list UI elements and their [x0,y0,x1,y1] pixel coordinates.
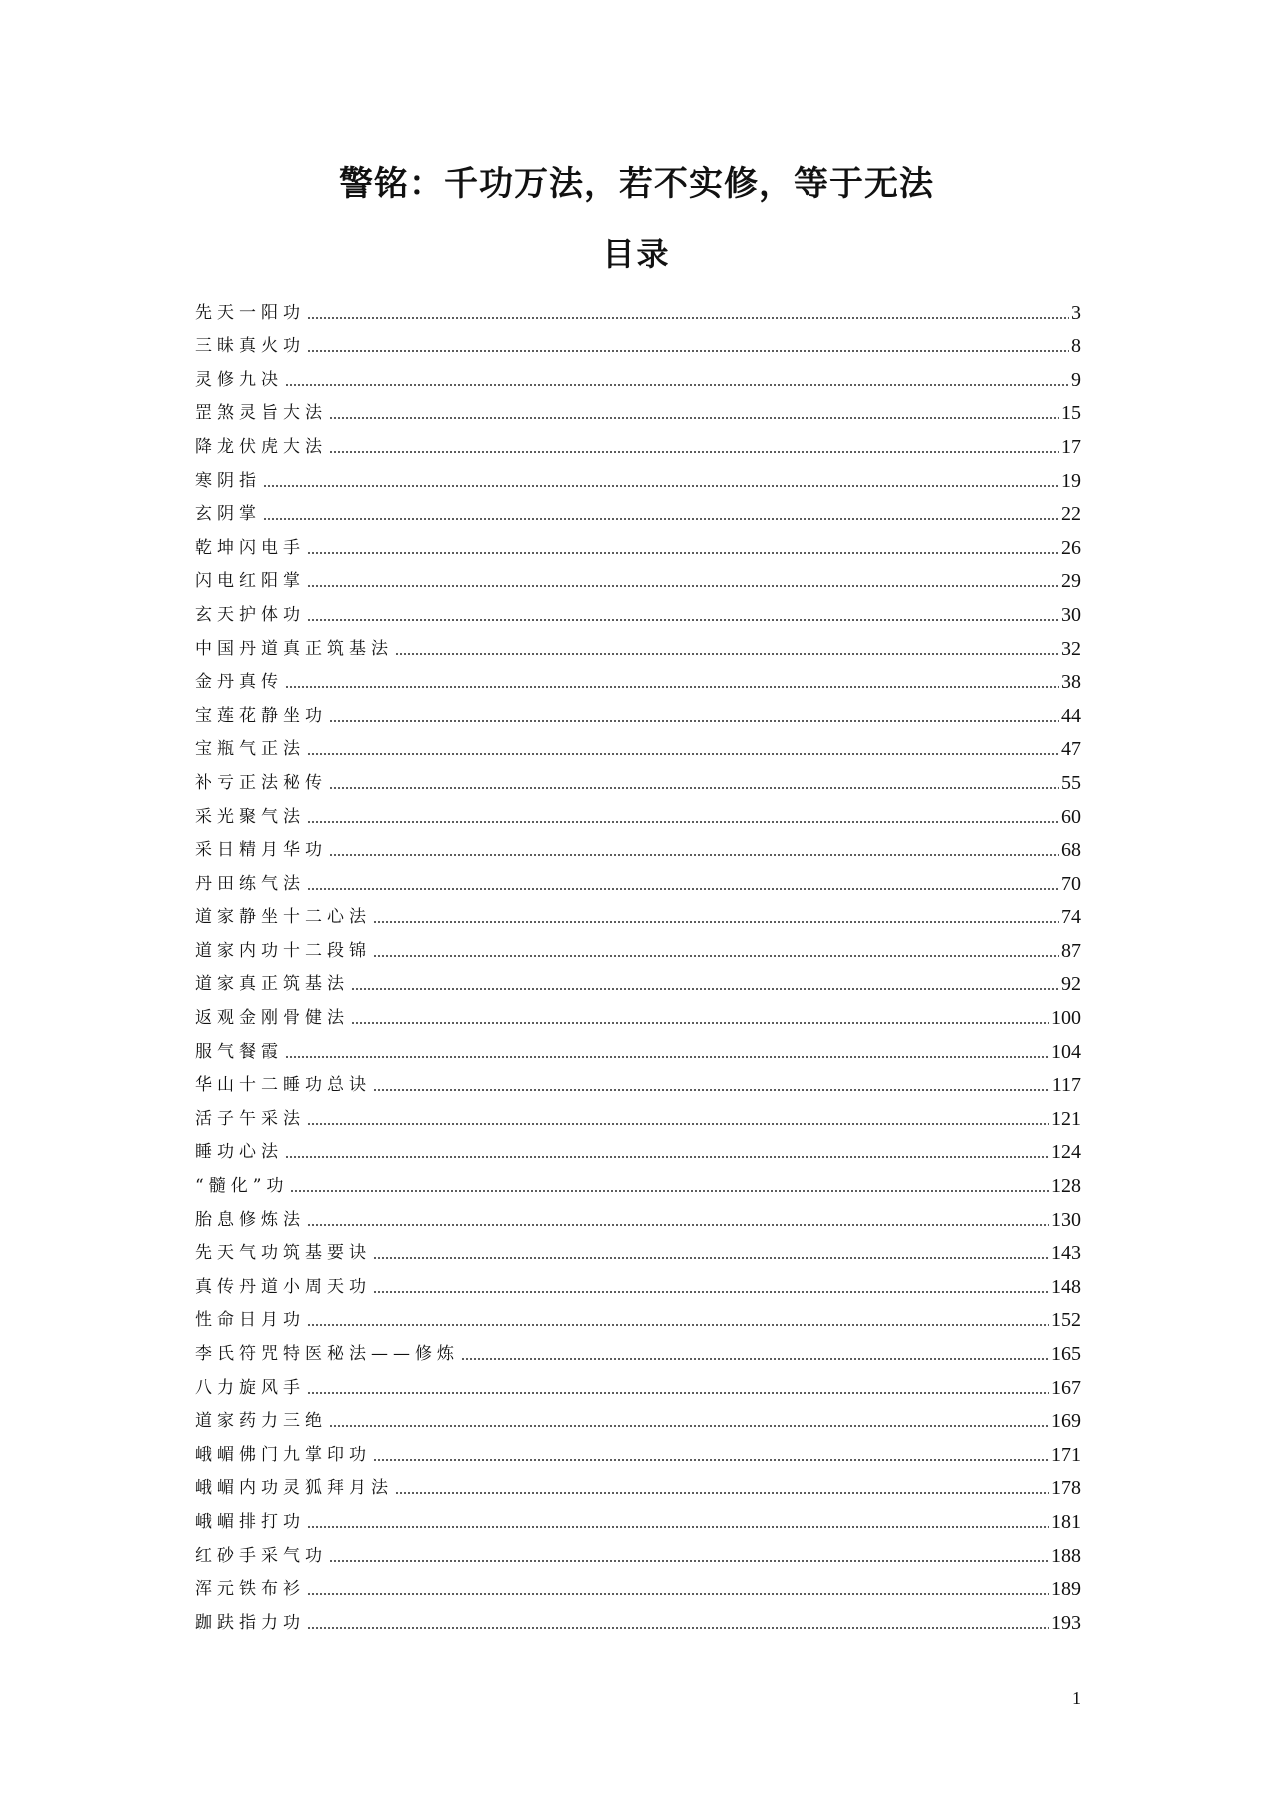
dot-leader [395,1492,1049,1494]
dot-leader [285,384,1069,386]
toc-entry-page: 60 [1061,805,1081,828]
toc-entry-label: 闪电红阳掌 [195,571,305,592]
toc-entry[interactable] [195,895,1081,929]
toc-entry-page: 19 [1061,469,1081,492]
toc-entry-page: 128 [1051,1175,1081,1198]
toc-entry[interactable] [195,1466,1081,1500]
dot-leader [307,1526,1049,1528]
toc-entry[interactable] [195,357,1081,391]
toc-entry-page: 100 [1051,1007,1081,1030]
toc-entry-page: 47 [1061,738,1081,761]
toc-entry-page: 189 [1051,1578,1081,1601]
toc-entry-page: 104 [1051,1040,1081,1063]
toc-entry[interactable] [195,995,1081,1029]
toc-entry[interactable] [195,391,1081,425]
toc-entry-page: 92 [1061,973,1081,996]
toc-entry-label: 采光聚气法 [195,806,305,827]
toc-entry-label: 金丹真传 [195,672,283,693]
toc-entry-label: 玄阴掌 [195,504,261,525]
toc-entry-label: 华山十二睡功总诀 [195,1075,371,1096]
toc-entry[interactable] [195,1130,1081,1164]
dot-leader [307,350,1069,352]
toc-entry-page: 121 [1051,1107,1081,1130]
motto-heading: 警铭：千功万法，若不实修，等于无法 [339,164,934,204]
toc-entry[interactable] [195,1231,1081,1265]
dot-leader [351,1022,1049,1024]
toc-entry-label: 道家药力三绝 [195,1411,327,1432]
toc-entry-label: 补亏正法秘传 [195,772,327,793]
toc-entry-label: 道家内功十二段锦 [195,940,371,961]
toc-entry[interactable] [195,458,1081,492]
toc-entry-label: 灵修九决 [195,369,283,390]
dot-leader [461,1358,1049,1360]
toc-entry[interactable] [195,1331,1081,1365]
toc-entry-page: 169 [1051,1410,1081,1433]
toc-entry-label: 跏趺指力功 [195,1612,305,1633]
toc-entry-label: 峨嵋排打功 [195,1511,305,1532]
page-number: 1 [1072,1688,1081,1708]
toc-entry-page: 87 [1061,939,1081,962]
toc-entry-page: 68 [1061,839,1081,862]
dot-leader [263,485,1059,487]
toc-entry-page: 26 [1061,536,1081,559]
toc-entry[interactable] [195,1096,1081,1130]
toc-entry[interactable] [195,525,1081,559]
toc-entry-page: 152 [1051,1309,1081,1332]
toc-entry[interactable] [195,794,1081,828]
dot-leader [285,686,1059,688]
dot-leader [373,955,1059,957]
toc-entry[interactable] [195,1298,1081,1332]
toc-entry-label: 罡煞灵旨大法 [195,403,327,424]
dot-leader [307,317,1069,319]
toc-entry-page: 165 [1051,1343,1081,1365]
toc-entry[interactable] [195,290,1081,324]
dot-leader [307,821,1059,823]
toc-entry-label: 先天一阳功 [195,302,305,323]
toc-entry-page: 17 [1061,435,1081,458]
toc-entry[interactable] [195,1432,1081,1466]
toc-entry-page: 188 [1051,1544,1081,1567]
toc-entry-page: 70 [1061,872,1081,895]
toc-entry[interactable] [195,1029,1081,1063]
toc-entry-page: 8 [1071,335,1081,358]
dot-leader [329,451,1059,453]
toc-entry[interactable] [195,1163,1081,1197]
toc-entry[interactable] [195,324,1081,358]
toc-entry-label: 性命日月功 [195,1310,305,1331]
dot-leader [307,753,1059,755]
toc-entry-label: 李氏符咒特医秘法——修炼 [195,1344,459,1364]
toc-entry-page: 117 [1051,1074,1081,1097]
toc-entry[interactable] [195,861,1081,895]
dot-leader [263,518,1059,520]
toc-entry-page: 178 [1051,1477,1081,1500]
toc-entry-label: 真传丹道小周天功 [195,1276,371,1297]
toc-entry[interactable] [195,1063,1081,1097]
dot-leader [373,1257,1049,1259]
toc-entry-label: 胎息修炼法 [195,1209,305,1230]
toc-entry-label: 寒阴指 [195,470,261,491]
toc-entry-label: 道家静坐十二心法 [195,907,371,928]
toc-entry[interactable] [195,559,1081,593]
toc-entry-label: 三昧真火功 [195,336,305,357]
toc-entry[interactable] [195,492,1081,526]
toc-entry[interactable] [195,424,1081,458]
toc-entry-label: 先天气功筑基要诀 [195,1243,371,1264]
toc-entry-page: 74 [1061,906,1081,929]
toc-entry-label: 宝瓶气正法 [195,739,305,760]
toc-entry[interactable] [195,760,1081,794]
toc-entry-page: 9 [1071,368,1081,391]
toc-entry-label: 峨嵋内功灵狐拜月法 [195,1478,393,1499]
toc-entry[interactable] [195,727,1081,761]
dot-leader [329,720,1059,722]
toc-entry-label: 中国丹道真正筑基法 [195,638,393,659]
toc-title: 目录 [602,235,671,273]
toc-entry-label: 玄天护体功 [195,604,305,625]
toc-entry[interactable] [195,592,1081,626]
dot-leader [285,1156,1049,1158]
dot-leader [307,585,1059,587]
toc-entry[interactable] [195,962,1081,996]
toc-entry-page: 15 [1061,402,1081,425]
dot-leader [329,1425,1049,1427]
toc-entry-label: 降龙伏虎大法 [195,436,327,457]
toc-entry-page: 55 [1061,771,1081,794]
toc-entry[interactable] [195,1499,1081,1533]
toc-entry[interactable] [195,1264,1081,1298]
dot-leader [307,1627,1049,1629]
toc-entry-page: 3 [1071,301,1081,324]
toc-entry-page: 167 [1051,1376,1081,1399]
toc-entry-page: 181 [1051,1510,1081,1533]
dot-leader [307,1392,1049,1394]
dot-leader [307,1123,1049,1125]
dot-leader [351,988,1059,990]
toc-entry[interactable] [195,828,1081,862]
dot-leader [373,1459,1049,1461]
toc-entry[interactable] [195,1567,1081,1601]
dot-leader [395,653,1059,655]
toc-entry[interactable] [195,693,1081,727]
toc-entry[interactable] [195,928,1081,962]
dot-leader [307,552,1059,554]
toc-entry-page: 29 [1061,570,1081,593]
dot-leader [329,854,1059,856]
dot-leader [329,787,1059,789]
toc-entry[interactable] [195,1365,1081,1399]
toc-entry-label: 睡功心法 [195,1142,283,1163]
dot-leader [307,619,1059,621]
dot-leader [329,417,1059,419]
dot-leader [307,1224,1049,1226]
toc-entry-label: “髓化”功 [195,1176,289,1197]
toc-entry-label: 红砂手采气功 [195,1545,327,1566]
toc-entry-page: 124 [1051,1141,1081,1164]
dot-leader [307,1593,1049,1595]
toc-entry-page: 32 [1061,637,1081,660]
toc-entry-label: 活子午采法 [195,1108,305,1129]
toc-entry-label: 采日精月华功 [195,840,327,861]
toc-entry-label: 返观金刚骨健法 [195,1008,349,1029]
toc-entry-page: 30 [1061,603,1081,626]
toc-entry[interactable] [195,1600,1081,1634]
table-of-contents [195,290,1081,1634]
dot-leader [285,1056,1049,1058]
dot-leader [307,1324,1049,1326]
toc-entry[interactable] [195,660,1081,694]
toc-entry-page: 44 [1061,704,1081,727]
toc-entry[interactable] [195,1399,1081,1433]
toc-entry-page: 143 [1051,1242,1081,1265]
toc-entry-label: 浑元铁布衫 [195,1579,305,1600]
toc-entry-page: 38 [1061,671,1081,694]
toc-entry-label: 乾坤闪电手 [195,537,305,558]
toc-entry-page: 130 [1051,1208,1081,1231]
dot-leader [373,1089,1050,1091]
toc-entry[interactable] [195,626,1081,660]
dot-leader [290,1190,1049,1192]
toc-entry-page: 171 [1051,1443,1081,1466]
dot-leader [329,1560,1049,1562]
toc-entry-page: 193 [1051,1611,1081,1634]
toc-entry-label: 宝莲花静坐功 [195,705,327,726]
toc-entry-page: 148 [1051,1275,1081,1298]
dot-leader [307,888,1059,890]
toc-entry-page: 22 [1061,503,1081,526]
toc-entry[interactable] [195,1197,1081,1231]
toc-entry-label: 峨嵋佛门九掌印功 [195,1444,371,1465]
dot-leader [373,921,1059,923]
toc-entry[interactable] [195,1533,1081,1567]
dot-leader [373,1291,1049,1293]
toc-entry-label: 八力旋风手 [195,1377,305,1398]
toc-entry-label: 道家真正筑基法 [195,974,349,995]
toc-entry-label: 丹田练气法 [195,873,305,894]
toc-entry-label: 服气餐霞 [195,1041,283,1062]
